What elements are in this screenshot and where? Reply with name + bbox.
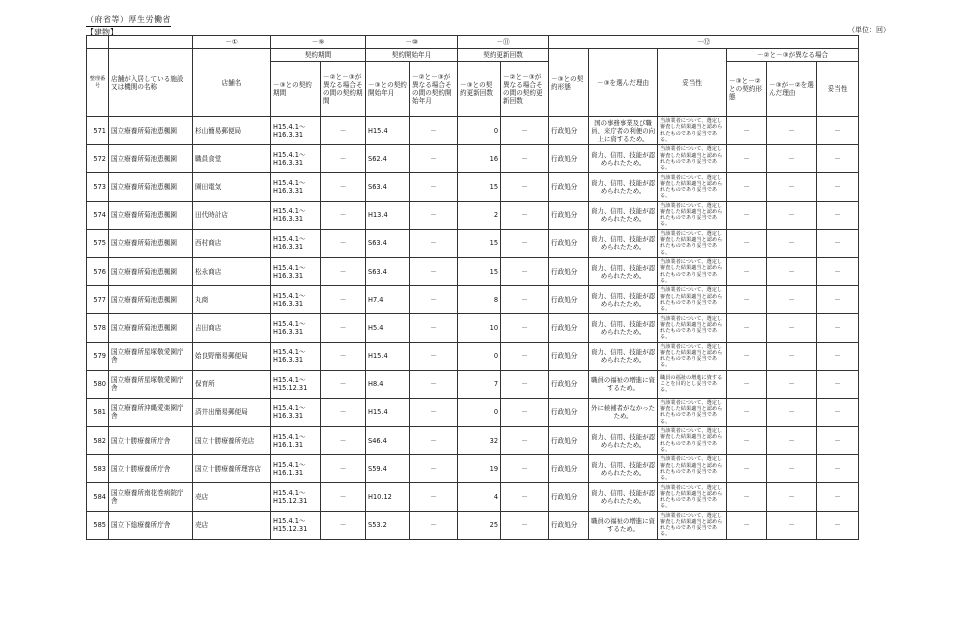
cell-diff-reason: － xyxy=(767,398,817,426)
col-12a: －③との契約形態 xyxy=(549,49,589,117)
cell-store: 松永商店 xyxy=(193,257,271,285)
cell-diff-validity: － xyxy=(817,455,859,483)
cell-diff-form: － xyxy=(727,229,767,257)
cell-renewals: 0 xyxy=(458,398,501,426)
cell-reason: 職員の福祉の増進に資するため。 xyxy=(589,370,658,398)
cell-renewals: 2 xyxy=(458,201,501,229)
cell-period: H15.4.1～H16.3.31 xyxy=(271,286,321,314)
cell-form: 行政処分 xyxy=(549,370,589,398)
cell-diff-validity: － xyxy=(817,511,859,539)
cell-renewals: 15 xyxy=(458,257,501,285)
cell-start: S62.4 xyxy=(366,145,410,173)
cell-diff-reason: － xyxy=(767,455,817,483)
cell-start-2: － xyxy=(410,370,458,398)
cell-store: 売店 xyxy=(193,483,271,511)
cell-start: S46.4 xyxy=(366,427,410,455)
cell-reason: 外に候補者がなかったため。 xyxy=(589,398,658,426)
cell-diff-form: － xyxy=(727,117,767,145)
cell-start-2: － xyxy=(410,427,458,455)
cell-period: H15.4.1～H16.1.31 xyxy=(271,427,321,455)
cell-renewals-2: － xyxy=(501,229,549,257)
cell-no: 573 xyxy=(87,173,109,201)
cell-renewals: 15 xyxy=(458,229,501,257)
table-row xyxy=(87,145,859,173)
cell-renewals: 4 xyxy=(458,483,501,511)
cell-validity: 当該業者について、選定し審査した結果適当と認められたものであり妥当である。 xyxy=(658,257,727,285)
table-row xyxy=(87,257,859,285)
cell-start: H15.4 xyxy=(366,342,410,370)
cell-period-2: － xyxy=(321,117,366,145)
subgroup-start: 契約開始年月 xyxy=(366,49,458,62)
cell-form: 行政処分 xyxy=(549,201,589,229)
cell-facility: 国立十勝療養所庁舎 xyxy=(109,455,193,483)
cell-diff-form: － xyxy=(727,511,767,539)
cell-reason: 資力、信用、技能が認められたため。 xyxy=(589,145,658,173)
cell-facility: 国立下総療養所庁舎 xyxy=(109,511,193,539)
table-row xyxy=(87,286,859,314)
cell-facility: 国立療養所菊池恵楓園 xyxy=(109,145,193,173)
cell-diff-validity: － xyxy=(817,173,859,201)
subgroup-period: 契約期間 xyxy=(271,49,366,62)
cell-facility: 国立療養所沖縄愛楽園庁舎 xyxy=(109,398,193,426)
cell-form: 行政処分 xyxy=(549,455,589,483)
cell-period-2: － xyxy=(321,145,366,173)
cell-store: 丸商 xyxy=(193,286,271,314)
cell-store: 姶良野簡易郵便局 xyxy=(193,342,271,370)
cell-diff-form: － xyxy=(727,201,767,229)
cell-store: 国立十勝療養所売店 xyxy=(193,427,271,455)
cell-facility: 国立十勝療養所庁舎 xyxy=(109,427,193,455)
cell-form: 行政処分 xyxy=(549,427,589,455)
cell-validity: 当該業者について、選定し審査した結果適当と認められたものであり妥当である。 xyxy=(658,201,727,229)
cell-start: H7.4 xyxy=(366,286,410,314)
cell-reason: 資力、信用、技能が認められたため。 xyxy=(589,483,658,511)
cell-form: 行政処分 xyxy=(549,229,589,257)
cell-diff-validity: － xyxy=(817,483,859,511)
cell-start-2: － xyxy=(410,229,458,257)
cell-facility: 国立療養所星塚敬愛園庁舎 xyxy=(109,342,193,370)
cell-diff-validity: － xyxy=(817,257,859,285)
cell-start: H10.12 xyxy=(366,483,410,511)
cell-start: H13.4 xyxy=(366,201,410,229)
cell-period: H15.4.1～H16.3.31 xyxy=(271,173,321,201)
cell-facility: 国立療養所菊池恵楓園 xyxy=(109,117,193,145)
cell-period-2: － xyxy=(321,427,366,455)
cell-no: 577 xyxy=(87,286,109,314)
cell-facility: 国立療養所菊池恵楓園 xyxy=(109,201,193,229)
cell-no: 585 xyxy=(87,511,109,539)
col-10b: －②と－③が異なる場合その間の契約開始年月 xyxy=(410,62,458,117)
cell-validity: 職員の福祉の増進に資することを目的とし妥当である。 xyxy=(658,370,727,398)
cell-form: 行政処分 xyxy=(549,398,589,426)
cell-validity: 当該業者について、選定し審査した結果適当と認められたものであり妥当である。 xyxy=(658,286,727,314)
cell-start-2: － xyxy=(410,145,458,173)
cell-diff-form: － xyxy=(727,370,767,398)
cell-store: 売店 xyxy=(193,511,271,539)
col-12f: 妥当性 xyxy=(817,62,859,117)
cell-no: 584 xyxy=(87,483,109,511)
subgroup-renewal: 契約更新回数 xyxy=(458,49,549,62)
cell-start-2: － xyxy=(410,173,458,201)
cell-renewals-2: － xyxy=(501,427,549,455)
cell-period-2: － xyxy=(321,398,366,426)
cell-form: 行政処分 xyxy=(549,483,589,511)
col-12c: 妥当性 xyxy=(658,49,727,117)
cell-renewals-2: － xyxy=(501,257,549,285)
cell-no: 580 xyxy=(87,370,109,398)
cell-reason: 資力、信用、技能が認められたため。 xyxy=(589,427,658,455)
cell-period-2: － xyxy=(321,342,366,370)
cell-facility: 国立療養所菊池恵楓園 xyxy=(109,257,193,285)
cell-store: 職員食堂 xyxy=(193,145,271,173)
cell-start-2: － xyxy=(410,455,458,483)
cell-diff-form: － xyxy=(727,257,767,285)
cell-renewals: 0 xyxy=(458,117,501,145)
cell-renewals: 32 xyxy=(458,427,501,455)
cell-diff-form: － xyxy=(727,145,767,173)
cell-renewals-2: － xyxy=(501,398,549,426)
group-blank xyxy=(109,36,193,49)
cell-start: S63.4 xyxy=(366,173,410,201)
cell-reason: 資力、信用、技能が認められたため。 xyxy=(589,342,658,370)
cell-diff-reason: － xyxy=(767,511,817,539)
cell-no: 579 xyxy=(87,342,109,370)
cell-period-2: － xyxy=(321,370,366,398)
col-9b: －②と－③が異なる場合その間の契約期間 xyxy=(321,62,366,117)
cell-diff-form: － xyxy=(727,286,767,314)
cell-validity: 当該業者について、選定し審査した結果適当と認められたものであり妥当である。 xyxy=(658,398,727,426)
cell-renewals-2: － xyxy=(501,201,549,229)
cell-start-2: － xyxy=(410,201,458,229)
table-row xyxy=(87,511,859,539)
cell-renewals-2: － xyxy=(501,286,549,314)
cell-reason: 資力、信用、技能が認められたため。 xyxy=(589,229,658,257)
cell-start: H15.4 xyxy=(366,117,410,145)
cell-renewals: 10 xyxy=(458,314,501,342)
cell-renewals: 7 xyxy=(458,370,501,398)
cell-store: 田代時計店 xyxy=(193,201,271,229)
unit-label: （単位：回） xyxy=(848,26,890,34)
table-row xyxy=(87,342,859,370)
cell-renewals-2: － xyxy=(501,342,549,370)
cell-renewals-2: － xyxy=(501,145,549,173)
cell-facility: 国立療養所星塚敬愛園庁舎 xyxy=(109,370,193,398)
cell-renewals-2: － xyxy=(501,314,549,342)
cell-diff-reason: － xyxy=(767,370,817,398)
cell-reason: 職員の福祉の増進に資するため。 xyxy=(589,511,658,539)
cell-diff-form: － xyxy=(727,483,767,511)
cell-diff-validity: － xyxy=(817,314,859,342)
cell-facility: 国立療養所菊池恵楓園 xyxy=(109,286,193,314)
cell-diff-form: － xyxy=(727,427,767,455)
cell-start: S63.4 xyxy=(366,257,410,285)
cell-period-2: － xyxy=(321,229,366,257)
cell-diff-validity: － xyxy=(817,370,859,398)
group-1: －① xyxy=(193,36,271,49)
cell-validity: 当該業者について、選定し審査した結果適当と認められたものであり妥当である。 xyxy=(658,455,727,483)
cell-start-2: － xyxy=(410,286,458,314)
cell-facility: 国立療養所菊池恵楓園 xyxy=(109,314,193,342)
cell-store: 国立十勝療養所理容店 xyxy=(193,455,271,483)
cell-no: 582 xyxy=(87,427,109,455)
cell-reason: 資力、信用、技能が認められたため。 xyxy=(589,286,658,314)
cell-diff-reason: － xyxy=(767,173,817,201)
ministry-header: （府省等）厚生労働省 xyxy=(86,14,171,27)
category-label: 【建物】 xyxy=(86,28,118,37)
cell-form: 行政処分 xyxy=(549,314,589,342)
cell-reason: 資力、信用、技能が認められたため。 xyxy=(589,201,658,229)
group-11: －⑪ xyxy=(458,36,549,49)
cell-start-2: － xyxy=(410,398,458,426)
cell-start: H15.4 xyxy=(366,398,410,426)
cell-no: 578 xyxy=(87,314,109,342)
cell-period-2: － xyxy=(321,511,366,539)
cell-diff-reason: － xyxy=(767,342,817,370)
cell-renewals: 0 xyxy=(458,342,501,370)
cell-diff-reason: － xyxy=(767,314,817,342)
cell-no: 574 xyxy=(87,201,109,229)
col-12d: －③と－②との契約形態 xyxy=(727,62,767,117)
cell-period: H15.4.1～H16.3.31 xyxy=(271,145,321,173)
cell-form: 行政処分 xyxy=(549,257,589,285)
cell-store: 園田電気 xyxy=(193,173,271,201)
cell-period: H15.4.1～H15.12.31 xyxy=(271,511,321,539)
cell-period: H15.4.1～H15.12.31 xyxy=(271,483,321,511)
cell-period-2: － xyxy=(321,173,366,201)
cell-diff-form: － xyxy=(727,455,767,483)
cell-period: H15.4.1～H16.3.31 xyxy=(271,257,321,285)
cell-renewals: 16 xyxy=(458,145,501,173)
table-row xyxy=(87,483,859,511)
cell-validity: 当該業者について、選定し審査した結果適当と認められたものであり妥当である。 xyxy=(658,511,727,539)
col-no: 整理番号 xyxy=(87,49,109,117)
col-store: 店舗名 xyxy=(193,49,271,117)
table-row xyxy=(87,201,859,229)
cell-renewals-2: － xyxy=(501,483,549,511)
cell-period-2: － xyxy=(321,483,366,511)
cell-diff-validity: － xyxy=(817,229,859,257)
col-10a: －③との契約開始年月 xyxy=(366,62,410,117)
cell-diff-reason: － xyxy=(767,483,817,511)
cell-facility: 国立療養所菊池恵楓園 xyxy=(109,173,193,201)
cell-renewals: 8 xyxy=(458,286,501,314)
cell-diff-form: － xyxy=(727,342,767,370)
cell-form: 行政処分 xyxy=(549,342,589,370)
cell-diff-validity: － xyxy=(817,342,859,370)
cell-start-2: － xyxy=(410,314,458,342)
cell-diff-reason: － xyxy=(767,229,817,257)
cell-no: 576 xyxy=(87,257,109,285)
group-blank xyxy=(87,36,109,49)
table-row xyxy=(87,117,859,145)
cell-diff-reason: － xyxy=(767,145,817,173)
cell-form: 行政処分 xyxy=(549,145,589,173)
cell-diff-reason: － xyxy=(767,117,817,145)
cell-facility: 国立療養所南花巻病院庁舎 xyxy=(109,483,193,511)
cell-renewals-2: － xyxy=(501,511,549,539)
col-9a: －③との契約期間 xyxy=(271,62,321,117)
cell-renewals: 19 xyxy=(458,455,501,483)
cell-diff-form: － xyxy=(727,314,767,342)
cell-period: H15.4.1～H15.12.31 xyxy=(271,370,321,398)
cell-start: S59.4 xyxy=(366,455,410,483)
cell-validity: 当該業者について、選定し審査した結果適当と認められたものであり妥当である。 xyxy=(658,173,727,201)
cell-renewals-2: － xyxy=(501,370,549,398)
cell-diff-validity: － xyxy=(817,427,859,455)
col-facility: 店舗が入居している施設又は機関の名称 xyxy=(109,49,193,117)
cell-period-2: － xyxy=(321,257,366,285)
cell-validity: 当該業者について、選定し審査した結果適当と認められたものであり妥当である。 xyxy=(658,342,727,370)
cell-form: 行政処分 xyxy=(549,286,589,314)
contract-table xyxy=(86,35,859,540)
cell-form: 行政処分 xyxy=(549,117,589,145)
table-row xyxy=(87,455,859,483)
group-10: －⑩ xyxy=(366,36,458,49)
cell-store: 保育所 xyxy=(193,370,271,398)
cell-period: H15.4.1～H16.3.31 xyxy=(271,314,321,342)
cell-reason: 資力、信用、技能が認められたため。 xyxy=(589,314,658,342)
cell-period: H15.4.1～H16.3.31 xyxy=(271,201,321,229)
cell-diff-form: － xyxy=(727,398,767,426)
cell-period-2: － xyxy=(321,201,366,229)
cell-renewals-2: － xyxy=(501,117,549,145)
table-row xyxy=(87,229,859,257)
cell-no: 571 xyxy=(87,117,109,145)
cell-store: 吉田商店 xyxy=(193,314,271,342)
cell-diff-validity: － xyxy=(817,145,859,173)
cell-reason: 資力、信用、技能が認められたため。 xyxy=(589,455,658,483)
cell-renewals: 25 xyxy=(458,511,501,539)
cell-validity: 当該業者について、選定し審査した結果適当と認められたものであり妥当である。 xyxy=(658,145,727,173)
cell-period: H15.4.1～H16.3.31 xyxy=(271,398,321,426)
cell-period: H15.4.1～H16.3.31 xyxy=(271,117,321,145)
table-row xyxy=(87,427,859,455)
cell-form: 行政処分 xyxy=(549,173,589,201)
cell-start-2: － xyxy=(410,511,458,539)
cell-period-2: － xyxy=(321,314,366,342)
cell-period: H15.4.1～H16.1.31 xyxy=(271,455,321,483)
cell-renewals-2: － xyxy=(501,455,549,483)
group-12: －⑫ xyxy=(549,36,859,49)
col-11a: －③との契約更新回数 xyxy=(458,62,501,117)
col-11b: －②と－③が異なる場合その間の契約更新回数 xyxy=(501,62,549,117)
cell-store: 済井出簡易郵便局 xyxy=(193,398,271,426)
cell-period-2: － xyxy=(321,286,366,314)
cell-start-2: － xyxy=(410,117,458,145)
cell-no: 575 xyxy=(87,229,109,257)
cell-renewals-2: － xyxy=(501,173,549,201)
table-row xyxy=(87,173,859,201)
cell-validity: 当該業者について、選定し審査した結果適当と認められたものであり妥当である。 xyxy=(658,229,727,257)
table-row xyxy=(87,398,859,426)
cell-start: H5.4 xyxy=(366,314,410,342)
cell-diff-validity: － xyxy=(817,398,859,426)
cell-diff-reason: － xyxy=(767,257,817,285)
cell-no: 583 xyxy=(87,455,109,483)
cell-renewals: 15 xyxy=(458,173,501,201)
subgroup-differ: －②と－③が異なる場合 xyxy=(727,49,859,62)
cell-period: H15.4.1～H16.3.31 xyxy=(271,229,321,257)
cell-no: 581 xyxy=(87,398,109,426)
cell-period-2: － xyxy=(321,455,366,483)
table-row xyxy=(87,370,859,398)
col-12b: －③を選んだ理由 xyxy=(589,49,658,117)
cell-no: 572 xyxy=(87,145,109,173)
cell-start-2: － xyxy=(410,483,458,511)
cell-store: 西村商店 xyxy=(193,229,271,257)
cell-diff-reason: － xyxy=(767,427,817,455)
cell-diff-validity: － xyxy=(817,286,859,314)
cell-period: H15.4.1～H16.3.31 xyxy=(271,342,321,370)
cell-start-2: － xyxy=(410,342,458,370)
col-12e: －③が－②を選んだ理由 xyxy=(767,62,817,117)
cell-validity: 当該業者について、選定し審査した結果適当と認められたものであり妥当である。 xyxy=(658,483,727,511)
cell-diff-validity: － xyxy=(817,201,859,229)
cell-diff-form: － xyxy=(727,173,767,201)
cell-diff-validity: － xyxy=(817,117,859,145)
cell-start: S63.4 xyxy=(366,229,410,257)
cell-validity: 当該業者について、選定し審査した結果適当と認められたものであり妥当である。 xyxy=(658,314,727,342)
cell-start: S53.2 xyxy=(366,511,410,539)
cell-validity: 当該業者について、選定し審査した結果適当と認められたものであり妥当である。 xyxy=(658,427,727,455)
cell-store: 杉山簡易郵便局 xyxy=(193,117,271,145)
cell-diff-reason: － xyxy=(767,201,817,229)
cell-reason: 資力、信用、技能が認められたため。 xyxy=(589,173,658,201)
group-9: －⑨ xyxy=(271,36,366,49)
cell-reason: 国の事務事業及び職員、来庁者の利便の向上に資するため。 xyxy=(589,117,658,145)
cell-reason: 資力、信用、技能が認められたため。 xyxy=(589,257,658,285)
cell-start-2: － xyxy=(410,257,458,285)
table-row xyxy=(87,314,859,342)
cell-diff-reason: － xyxy=(767,286,817,314)
cell-start: H8.4 xyxy=(366,370,410,398)
cell-validity: 当該業者について、選定し審査した結果適当と認められたものであり妥当である。 xyxy=(658,117,727,145)
cell-facility: 国立療養所菊池恵楓園 xyxy=(109,229,193,257)
cell-form: 行政処分 xyxy=(549,511,589,539)
